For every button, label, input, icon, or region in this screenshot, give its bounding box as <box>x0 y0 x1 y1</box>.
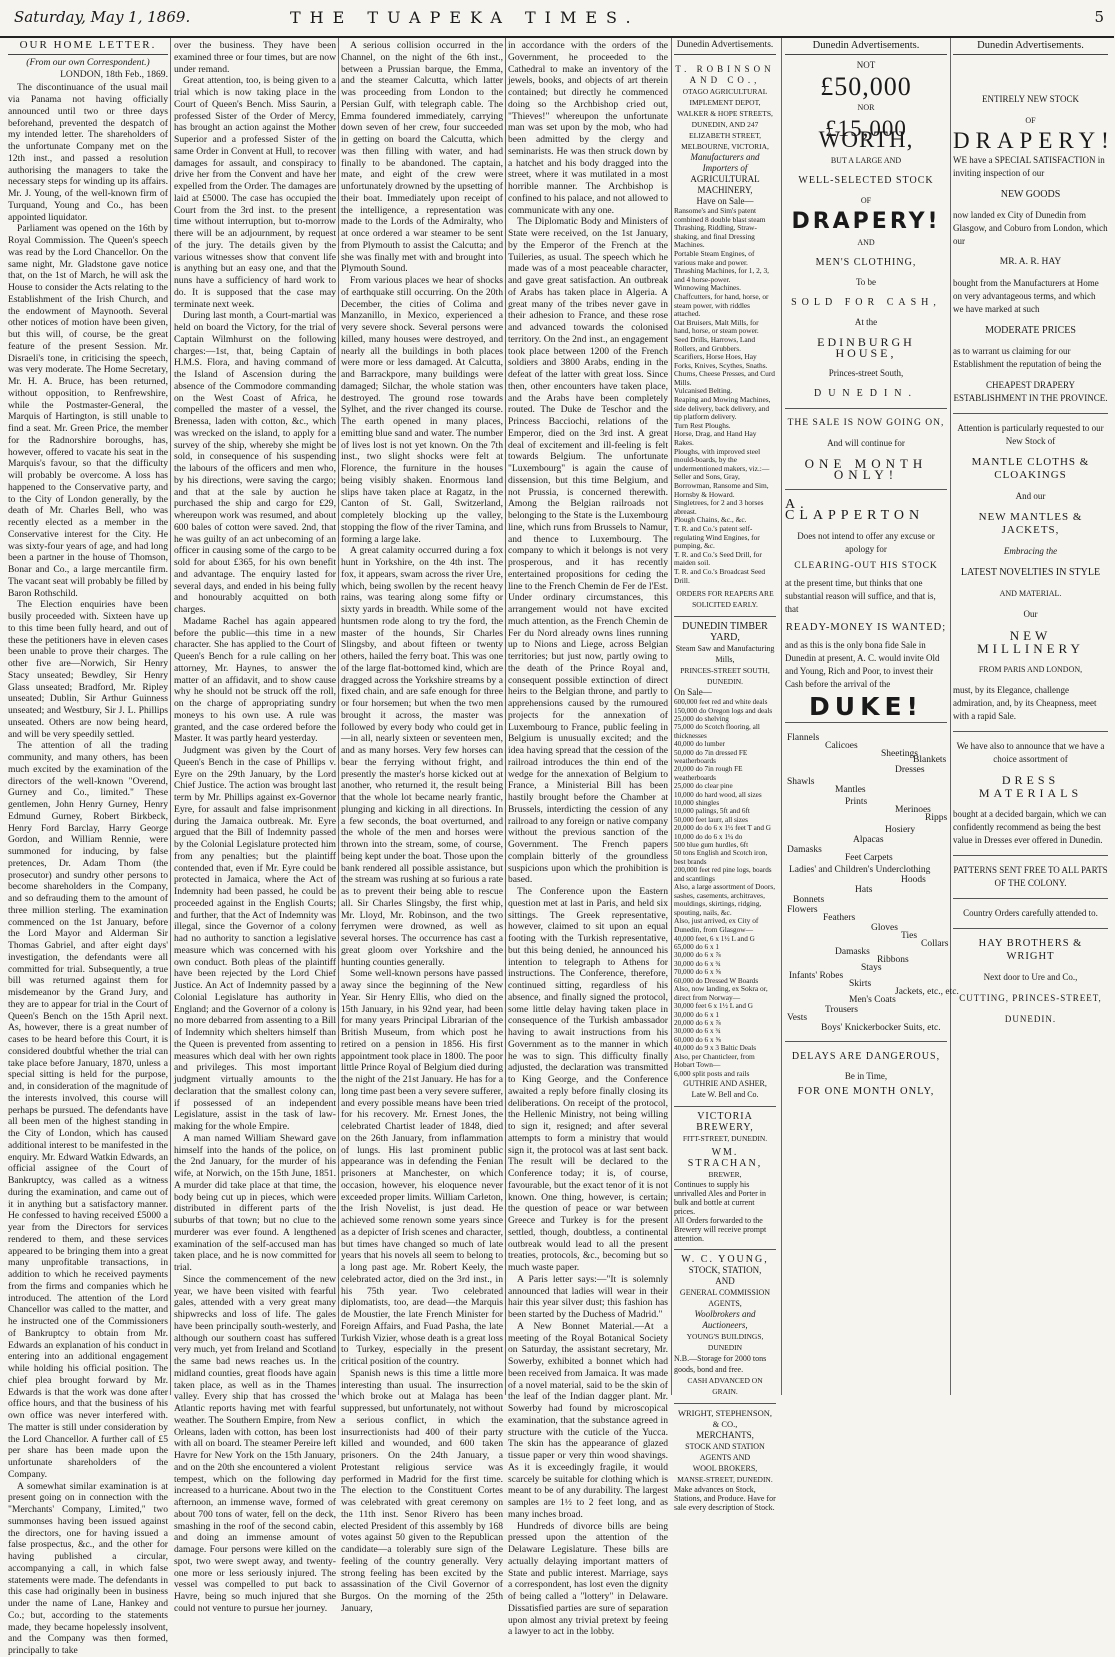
ad-address: Next door to Ure and Co., <box>983 972 1078 982</box>
ad-title: W. C. YOUNG, <box>681 1254 769 1266</box>
ad-column-2 <box>785 40 959 1395</box>
ad-list-item: Seed Drills, Harrows, Land Rollers, and Grubbers. <box>674 334 756 353</box>
ad-column-header: Dunedin Advertisements. <box>953 40 1108 55</box>
ad-text: THE SALE IS NOW GOING ON, <box>787 418 945 428</box>
ad-list-item: 30,000 do 6 x ¾ <box>674 959 721 968</box>
stock-item: Merinoes <box>895 805 931 815</box>
ad-column-1 <box>674 40 776 1513</box>
stock-item: Collars <box>921 939 949 949</box>
ad-text: ONE MONTH ONLY! <box>804 456 928 482</box>
ad-text: And will continue for <box>827 438 905 448</box>
ad-list-item: T. R. and Co.'s Seed Drill, for maiden soil. <box>674 549 762 568</box>
ad-list-item: 150,000 do Oregon logs and deals <box>674 706 773 715</box>
stock-item: Ribbons <box>877 955 909 965</box>
ad-list-item: 10,000 do do 6 x 1¼ do <box>674 832 743 841</box>
ad-list-item: 10,000 palings, 5ft and 6ft <box>674 807 750 816</box>
ad-list-item: 50,000 feet laurr, all sizes <box>674 815 748 824</box>
ad-store-name: EDINBURGH HOUSE, <box>817 335 915 360</box>
ad-list-item: 30,000 do 6 x ⅞ <box>674 951 721 960</box>
ad-list-item: 50 tons English and Scotch iron, best brands <box>674 849 768 866</box>
divider <box>953 731 1108 732</box>
ad-text: OF <box>1025 116 1036 125</box>
paragraph: Great attention, too, is being given to a trial which is now taking place in the Court of Queen's Bench. Miss Saurin, a professed Sister of the Order of Mercy, has brought an action against the Mother Superior and a professed Sister of the same Order in Convent at Hull, to recover damages for assault, and conspiracy to drive her from the Convent and have her expelled from the Order. The damages are laid at £5000. The case has occupied the Court from the 3rd inst. to the present time without interruption, but to-morrow there will be an adjournment, by request of the jury. The details given by the various witnesses show that convent life is anything but an easy one, and that the nuns have a sufficiency of hard work to do. It is supposed that the case may terminate next week. <box>174 75 336 310</box>
ad-text: OF <box>860 196 872 205</box>
divider <box>785 408 947 409</box>
ad-text: We have also to announce that we have a choice assortment of <box>956 741 1105 764</box>
ad-text: AGRICULTURAL MACHINERY, <box>690 174 760 195</box>
paragraph: Judgment was given by the Court of Queen's Bench in the case of Phillips v. Eyre on the 29th January, by the Lord Chief Justice. The action was brought last term by Mr. Phillips against ex-Governor Eyre, for assault and false imprisonment during the Jamaica outbreak. Mr. Eyre argued that the Bill of Indemnity passed by the Colonial Legislature protected him from any penalties; but the plaintiff contended that, even if Mr. Eyre could be protected in Jamaica, where the Act of Indemnity had been passed, he could be proceeded against in the English Courts; and further, that the Act of Indemnity was illegal, since the Governor of a colony had no authority to sanction a legislative measure which was concerned with his own conduct. Both pleas of the plaintiff have been rejected by the Lord Chief Justice. An Act of Indemnity passed by a Colonial Legislature has authority in England; and the Governor of a colony is no more debarred from assenting to a Bill of Indemnity which shelters himself than the Queen is prevented from assenting to measures which deal with her own rights and privileges. This most important judgment virtually amounts to the declaration that the smallest colony can, if possessed of an independent Legislature, assist in the task of law-making for the whole Empire. <box>174 745 336 1132</box>
ad-address: PRINCES-STREET SOUTH, DUNEDIN. <box>680 666 770 687</box>
ad-victoria-brewery <box>674 1107 776 1250</box>
paragraph: A man named William Sheward gave himself into the hands of the police, on the 2nd January, for the murder of his wife, at Norwich, on the 15th June, 1851. A murder did take place at that time, the body being cut up in pieces, which were distributed in different parts of the suburbs of that town; but no clue to the murderer was ever found. A lengthened examination of the self-accused man has taken place, and he is now committed for trial. <box>174 1132 336 1273</box>
paragraph: over the business. They have been examined three or four times, but are now under remand. <box>174 40 336 75</box>
ad-address: FITT-STREET, DUNEDIN. <box>682 1134 768 1144</box>
ad-list-item: Vulcanised Belting. <box>674 386 733 396</box>
stock-item: Ladies' and Children's Underclothing <box>789 865 931 875</box>
ad-list-item: 60,000 do Dressed W Boards <box>674 976 759 985</box>
ad-list-item: 200,000 feet red pine logs, boards and scantlings <box>674 866 772 883</box>
ad-text: AND MATERIAL. <box>999 589 1062 598</box>
ad-list-item: 500 blue gum hurdles, 6ft <box>674 841 749 850</box>
ad-firm: HAY BROTHERS & WRIGHT <box>978 938 1083 962</box>
paragraph: During last month, a Court-martial was held on board the Victory, for the trial of Captain Wilmhurst on the following charges:—1st, that, being Captain of H.M.S. Flora, and having command of the Island of Ascension during the absence of the Commodore commanding on the West Coast of Africa, he compelled the master of a vessel, the Brenessa, laden with cotton, &c., which was wrecked on the island, to apply for a survey of the ship, whereby she might be sold, in consequence of his suspending the labours of the officers and men who, by his directions, were saving the cargo; and that at the sale by auction he purchased the ship and cargo for £29, whereupon work was resumed, and about 600 bales of cotton were saved. 2nd, that he was guilty of an act unbecoming of an officer in causing some of the cargo to be sold for about £365, for his own benefit and advantage. The enquiry lasted for several days, and ended in his being fully and honourably acquitted on both charges. <box>174 310 336 615</box>
ad-list-item: 25,000 do clear pine <box>674 782 733 791</box>
stock-item: Vests <box>787 1013 808 1023</box>
stock-item: Gloves <box>871 923 898 933</box>
stock-item: Damasks <box>835 947 870 957</box>
ad-list-item: 40,000 feet, 6 x 1½ L and G <box>674 934 755 943</box>
divider <box>785 1041 947 1042</box>
ad-column-header: Dunedin Advertisements. <box>785 40 947 55</box>
byline: (From our own Correspondent.) <box>26 56 150 68</box>
ad-text: NEW MANTLES & JACKETS, <box>978 511 1083 536</box>
divider <box>785 489 947 490</box>
ad-text: LATEST NOVELTIES IN STYLE <box>960 567 1101 578</box>
paragraph: Spanish news is this time a little more interesting than usual. The insurrection which broke out at Malaga has been suppressed, but unfortunately, not without a serious conflict, in which the insurrectionists had 400 of their party killed and wounded, and 600 taken prisoners. On the 24th January, a Protestant religious service was performed in Madrid for the first time. The election to the Constituent Cortes was celebrated with great ceremony on the 11th inst. Senor Rivero has been elected President of this assembly by 168 votes against 50 given to the Republican candidate—a tolerably sure sign of the feeling of the country generally. Very strong feeling has been excited by the assassination of the Civil Governor of Burgos. On the morning of the 25th January, <box>341 1367 503 1614</box>
ad-text: Woolbrokers and Auctioneers, <box>694 1309 756 1331</box>
ad-text: SOLD FOR CASH, <box>791 297 941 308</box>
ad-list-item: Plough Chains, &c., &c. <box>674 515 747 525</box>
stock-item: Jackets, etc., etc. <box>895 987 959 997</box>
ad-text: DRESS MATERIALS <box>978 773 1083 800</box>
ad-list-item: 20,000 do do 6 x 1½ feet T and G <box>674 824 771 833</box>
ad-timber-yard <box>674 617 776 1107</box>
ad-text: ENTIRELY NEW STOCK <box>982 94 1079 104</box>
column-rule <box>950 38 951 1395</box>
ad-text: Also, a large assortment of Doors, sashes, casements, architraves, mouldings, skirtings, ridging, spouting, nails, &c. <box>674 882 776 917</box>
paragraph: The discontinuance of the usual mail via Panama not having officially announced until two or three days beforehand, prevented the despatch of my intended letter. The shareholders of the unfortunate Company met on the 12th inst., and passed a resolution authorising the managers to take the necessary steps for winding up its affairs. Mr. J. Young, of the well-known firm of Turquand, Young and Co., has been appointed liquidator. <box>8 82 168 223</box>
stock-item: Infants' Robes <box>789 971 844 981</box>
newspaper-title: THE TUAPEKA TIMES. <box>290 8 640 27</box>
ad-text: Attention is particularly requested to our New Stock of <box>957 423 1104 446</box>
column-rule <box>170 38 171 1395</box>
ad-text: NOT <box>856 60 876 70</box>
ad-text: On Sale— <box>674 687 712 698</box>
ad-text: Continues to supply his unrivalled Ales and Porter in bulk and bottle at current prices. <box>674 1180 766 1217</box>
ad-list-item: 50,000 do 7in dressed FE weatherboards <box>674 748 748 765</box>
ad-list-item: 30,000 feet 6 x 1½ L and G <box>674 1002 753 1011</box>
ad-text: Also, just arrived, ex City of Dunedin, from Glasgow— <box>674 916 759 935</box>
paragraph: Hundreds of divorce bills are being pressed upon the attention of the Delaware Legislature. These bills are actually delaying important matters of State and public interest. Marriage, says a correspondent, has lost even the dignity of being called a "lottery" in Delaware. Dissatisfied parties are sure of separation upon almost any trivial pretext by feeing a lawyer to act in the lobby. <box>508 1520 668 1638</box>
paragraph: in accordance with the orders of the Government, he proceeded to the Cathedral to make an inventory of the jewels, books, and objects of art therein contained; but directly he commenced doing so the Archbishop cried out, "Thieves!" whereupon the unfortunate man was set upon by the mob, who had been admitted by the clergy and seminarists. He was then struck down by a hatchet and his body dragged into the street, where it was mutilated in a most horrible manner. The Archbishop is confined to his palace, and not allowed to communicate with any one. <box>508 40 668 216</box>
ad-text: CHEAPEST DRAPERY ESTABLISHMENT IN THE PROVINCE. <box>953 380 1108 403</box>
ad-column-header: Dunedin Advertisements. <box>674 40 776 55</box>
ad-list-item: 600,000 feet red and white deals <box>674 698 768 707</box>
issue-date: Saturday, May 1, 1869. <box>14 8 191 26</box>
ad-item-list <box>674 1002 776 1052</box>
ad-list-item: 20,000 do 6 x ⅞ <box>674 1019 721 1028</box>
ad-address: YOUNG'S BUILDINGS, DUNEDIN <box>686 1332 764 1353</box>
ad-firm: GUTHRIE AND ASHER, <box>683 1079 767 1089</box>
ad-text: Does not intend to offer any excuse or apology for <box>797 531 935 554</box>
ad-list-item: Portable Steam Engines, of various make and power. <box>674 248 755 267</box>
ad-text: And our <box>1015 491 1046 501</box>
stock-item: Flannels <box>787 733 820 743</box>
paragraph: A New Bonnet Material.—At a meeting of the Royal Botanical Society on Saturday, the assistant secretary, Mr. Sowerby, exhibited a bonnet which had been received from Jamaica. It was made of a novel material, said to be the skin of the leaf of the Indian dagger plant. Mr. Sowerby had found by microscopical examination, that the substance agreed in structure with the cuticle of the Yucca. The skin has the appearance of glazed tissue paper or very thin wood shavings. As it is exceedingly fragile, it would scarcely be suitable for clothing which is meant to be of any durability. The largest samples are 1½ to 2 feet long, and as many inches broad. <box>508 1320 668 1520</box>
ad-text: MR. A. R. HAY <box>999 257 1062 267</box>
paragraph: A great calamity occurred during a fox hunt in Yorkshire, on the 4th inst. The fox, it appears, swam across the river Ure, which, being swollen by the recent heavy rains, was tearing along some fifty or sixty yards in breadth. While some of the huntsmen rode along to try the ford, the master of the hounds, Sir Charles Slingsby, and about fifteen or twenty others, hailed the ferry boat. This was one of the large flat-bottomed kind, which are dragged across the Yorkshire streams by a fixed chain, and are safe enough for three or four horsemen; but when the two men brought it across, the master was followed by every body who could get in—in all, nearly sixteen or seventeen men, and as many horses. Very few horses can bear the ferrying without fright, and presently the master's horse kicked out at another, who returned it, the result being that the whole lot became nearly frantic, plunging and kicking in all directions. In a few seconds, the boat overturned, and the whole of the men and horses were thrown into the stream, some, of course, being kept under the boat. Those upon the bank rendered all possible assistance, but the stream was rushing at so furious a rate as to prevent their being able to rescue all. Sir Charles Slingsby, the first whip, Mr. Lloyd, Mr. Robinson, and the two ferrymen were drowned, as well as several horses. The occurrence has cast a great gloom over Yorkshire and the hunting counties generally. <box>341 545 503 968</box>
article-heading: OUR HOME LETTER. <box>8 40 168 55</box>
stock-item: Skirts <box>849 979 872 989</box>
paragraph: The Diplomatic Body and Ministers of State were received, on the 1st January, by the Emperor of the French at the Tuileries, as usual. The speech which he made was of a most peaceable character, and gave great satisfaction. An outbreak of Arabs has taken place in Algeria. A great many of the tribes never gave in their adhesion to France, and these rose and advanced towards the colonised territory. On the 2nd inst., an engagement took place between 1200 of the French soldiers and 3800 Arabs, ending in the defeat of the latter with great loss. Since then, other encounters have taken place, and the Arabs have been completely routed. The Duke de Teschor and the Princess Bacciochi, relations of the Emperor, died on the 3rd inst. A great deal of excitement and ill-feeling is felt towards Belgium. The unfortunate "Luxembourg" is again the cause of dissension, but this time Belgium, and not Prussia, is concerned therewith. Among the Belgian railroads not belonging to the State is the Luxembourg line, which runs from Brussels to Namur, and thence to Luxembourg. The company to which it belongs is not very prosperous, and it has recently entertained propositions for ceding the line to the French Chemin de Fer de l'Est. Under ordinary circumstances, this arrangement would not have excited much attention, as the French Chemin de Fer du Nord already owns lines running up to Nions and Liege, across Belgian territories; but just now, partly owing to the death of the Prince Royal and, consequent possible extinction of direct heirs to the Belgian throne, and partly to apprehensions caused by the rumoured projects for the annexation of Luxembourg to France, public feeling in Belgium is unusually excited; and the idea having spread that the cession of the railroad introduces the thin end of the wedge for the annexation of Belgium to France, a Ministerial Bill has been hastily brought before the Chamber at Brussels, interdicting the cession of any railroad to any foreign or native company without the previous sanction of the Government. The French papers complain bitterly of the groundless suspicions upon which the prohibition is based. <box>508 216 668 886</box>
ad-text: N.B.—Storage for 2000 tons goods, bond and free. <box>674 1354 767 1375</box>
ad-text: BUT A LARGE AND <box>830 156 902 165</box>
ad-text: AND <box>857 238 875 247</box>
ad-address: WALKER & HOPE STREETS, DUNEDIN, AND 247 ELIZABETH STREET, <box>677 109 773 140</box>
stock-item: Bonnets <box>793 895 825 905</box>
stock-item: Blankets <box>913 755 947 765</box>
ad-list-item: 10,000 do hard wood, all sizes <box>674 790 762 799</box>
news-column-1 <box>8 39 168 1656</box>
ad-list-item: 40,000 do lumber <box>674 740 725 749</box>
drapery-headline: DRAPERY! <box>791 209 941 234</box>
paragraph: The attention of all the trading community, and many others, has been much excited by the examination of the directors of the well-known "Overend, Gurney and Co., limited." These gentlemen, John Henry Gurney, Henry Edmund Gurney, Robert Birkbeck, Henry Ford Barclay, Harry George Gordon, and William Rennie, were summoned for inducing, by false pretences, Dr. Adam Thom (the prosecutor) and sundry other persons to become shareholders in the Company, and so defrauding them to the amount of three million sterling. The examination commenced on the 1st January, before the Lord Mayor and Alderman Sir Thomas Gabriel, and after eight days' investigation, the defendants were all committed for trial. Subsequently, a true bill was returned against them for misdemeanor by the Grand Jury, and they are to appear for trial in the Court of Queen's Bench on the 15th April next. As, however, there is a great number of cases to be heard before this Court, it is considered doubtful whether the trial can take place before January, 1870, unless a special sitting is held for the purpose, and, in consideration of the magnitude of the interests involved, this course will perhaps be pursued. The defendants have all been men of the highest standing in the City of London, which has caused additional interest to be manifested in the enquiry. Mr. Edward Watkin Edwards, an official assignee of the Court of Bankruptcy, was called as a witness during the examination, and came out of it in anything but a satisfactory manner. He confessed to having received £5000 a year from the Directors for services rendered to them, and these services appeared to be bringing them into a great many unprofitable transactions, in addition to which he received payments from the firms and companies which he introduced. The attention of the Lord Chancellor was called to the matter, and he instructed one of the Commissioners of Bankruptcy to obtain from Mr. Edwards an explanation of his conduct in entering into an additional engagement while holding his official position. The chief plea brought forward by Mr. Edwards is that the work was done after office hours, and that the business of his own office was never interfered with. The matter is still under consideration by the Lord Chancellor. A further call of £5 per share has been made upon the unfortunate shareholders of the Company. <box>8 740 168 1480</box>
stock-item: Feathers <box>823 913 856 923</box>
ad-text: PATTERNS SENT FREE TO ALL PARTS OF THE COLONY. <box>953 865 1108 888</box>
stock-item: Men's Coats <box>849 995 896 1005</box>
ad-text: NEW GOODS <box>1000 189 1061 200</box>
ad-list-item: Winnowing Machines. <box>674 283 742 293</box>
stock-item: Feet Carpets <box>845 853 893 863</box>
paragraph: The Election enquiries have been busily proceeded with. Sixteen have up to this time been fully heard, and out of these the petitioners have in eleven cases been unable to prove their charges. The other five are—Norwich, Sir Henry Stacy unseated; Bewdley, Sir Henry Glass unseated; Bradford, Mr. Ripley unseated; Dublin, Sir Arthur Guinness unseated; and Westbury, Sir J. L. Phillips unseated. Others are now being heard, and will be very speedily settled. <box>8 599 168 740</box>
news-column-4 <box>508 40 668 1638</box>
column-rule <box>781 38 782 1395</box>
masthead <box>0 0 1114 38</box>
ad-list-item: 10,000 shingles <box>674 799 720 807</box>
paragraph: A Paris letter says:—"It is solemnly announced that ladies will wear in their hair this year silver dust; this fashion has been started by the Duchess of Madrid." <box>508 1273 668 1320</box>
ad-list-item: Turn Rest Ploughs. <box>674 420 731 430</box>
ad-text: GENERAL COMMISSION AGENTS, <box>679 1288 771 1309</box>
stock-item: Flowers <box>787 905 818 915</box>
ad-amount: £15,000 WORTH, <box>818 116 914 152</box>
stock-item: Ripps <box>925 813 948 823</box>
column-rule <box>671 38 672 1395</box>
divider <box>953 855 1108 856</box>
ad-text: STOCK, STATION, <box>688 1265 762 1276</box>
stock-item: Dresses <box>895 765 925 775</box>
ad-text: Make advances on Stock, Stations, and Produce. Have for sale every description of Stock. <box>674 1485 776 1513</box>
ad-column-3 <box>953 40 1115 1395</box>
news-column-3 <box>341 40 504 1614</box>
stock-item: Boys' Knickerbocker Suits, etc. <box>821 1023 941 1033</box>
ad-item-list <box>674 698 776 883</box>
stock-item: Alpacas <box>853 835 884 845</box>
ad-text: NOR <box>857 103 875 112</box>
ad-title: T. ROBINSON AND CO., <box>675 64 775 85</box>
ad-wright-stephenson <box>674 1404 776 1518</box>
column-rule <box>505 38 506 1395</box>
divider <box>953 898 1108 899</box>
ad-list-item: Reaping and Mowing Machines, side delivery, back delivery, and tip platform delivery. <box>674 395 771 422</box>
ad-text: Country Orders carefully attended to. <box>963 908 1098 918</box>
ad-list-item: Singletrees, for 2 and 3 horses abreast. <box>674 498 764 516</box>
ad-amount: £50,000 <box>820 72 912 101</box>
ad-list-item: 20,000 do 7in rough FE weatherboards <box>674 765 743 782</box>
ad-item-list <box>674 207 776 585</box>
ad-text: Our <box>1023 609 1038 619</box>
ad-item-list <box>674 935 776 985</box>
stock-item: Stays <box>861 963 882 973</box>
ad-text: READY-MONEY IS WANTED; <box>785 622 947 633</box>
stock-item: Ties <box>901 931 918 941</box>
ad-list-item: Churns, Cheese Presses, and Curd Mills. <box>674 369 775 387</box>
ad-text: Be in Time, <box>844 1071 888 1081</box>
drapery-headline: DRAPERY! <box>953 128 1115 153</box>
ad-title: WRIGHT, STEPHENSON, & CO., <box>677 1408 773 1430</box>
ad-address: MANSE-STREET, DUNEDIN. <box>677 1475 773 1485</box>
stock-word-list <box>785 729 959 1035</box>
dateline: LONDON, 18th Feb., 1869. <box>60 68 168 80</box>
ad-list-item: Horse, Drag, and Hand Hay Rakes. <box>674 429 757 448</box>
stock-item: Calicoes <box>825 741 858 751</box>
paragraph: Some well-known persons have passed away since the beginning of the New Year. Sir Henry Ellis, who died on the 15th January, in his 92nd year, had been for many years Principal Librarian of the British Museum, from which post he retired on a pension in 1856. His first appointment took place in 1800. The poor little Prince Royal of Belgium died during the night of the 21st January. He has for a long time past been a very severe sufferer, and every possible means have been tried for his recovery. Mr. Ernest Jones, the celebrated Chartist leader of 1848, died on the 26th January, from inflammation of lungs. His last prominent public appearance was in defending the Fenian prisoners at Manchester, on which occasion, however, his eloquence never exceeded proper limits. William Carleton, the Irish Novelist, is just dead. He achieved some renown some years since as a depicter of Irish scenes and character, but times have changed so much of late years that his novels all seem to belong to a long past age. Mr. Robert Keely, the celebrated actor, died on the 3rd inst., in his 75th year. Two celebrated diplomatists, too, are dead—the Marquis de Moustier, the late French Minister for Foreign Affairs, and Fuad Pasha, the late Turkish Vizier, whose death is a great loss to Turkey, especially in the present critical position of the country. <box>341 968 504 1367</box>
ad-text: now landed ex City of Dunedin from Glasgow, and Coburo from London, which our <box>953 210 1108 246</box>
ad-wc-young <box>674 1250 776 1404</box>
ad-address: Princes-street South, <box>828 368 904 378</box>
paragraph: Parliament was opened on the 16th by Royal Commission. The Queen's speech was read by the Lord Chancellor. On the same night, Mr. Gladstone gave notice that, on the 1st of March, he will ask the House to consider the Acts relating to the Establishment of the Irish Church, and the endowment of Maynooth. Several other notices of motion have been given, but this will, of course, be the great feature of the present Session. Mr. Disraeli's tone, in criticising the speech, was very moderate. The Home Secretary, Mr. H. A. Bruce, has been returned, without opposition, to Renfrewshire, while the Postmaster-General, the Marquis of Hartington, is still unable to find a seat. Mr. Green Price, the member for the Radnorshire boroughs, has, however, offered to vacate his seat in the Marquis's favour, so that the difficulty will probably be overcome. A loss has happened to the Conservative party, and to the City of London generally, by the death of Mr. Charles Bell, who was recently elected as a member in the Conservative interest for the City. He was sixty-four years of age, and had long been a partner in the house of Thomson, Bonar and Co., a large mercantile firm. The vacant seat will probably be filled by Baron Rothschild. <box>8 223 168 599</box>
ad-text: BREWER, <box>708 1170 742 1180</box>
stock-item: Hats <box>855 885 873 895</box>
ad-city: DUNEDIN. <box>1004 1014 1057 1024</box>
ad-text: All Orders forwarded to the Brewery will receive prompt attention. <box>674 1216 767 1244</box>
news-column-2 <box>174 40 336 1614</box>
paragraph: Madame Rachel has again appeared before the public—this time in a new character. She has applied to the Court of Queen's Bench for a rule calling on her attorney, Mr. Haynes, to answer the matter of an affidavit, and to show cause why he should not be struck off the roll, on the charge of appropriating sundry moneys to his own use. A rule was granted, and the case ordered before the Master. It was partly heard yesterday. <box>174 615 336 745</box>
ad-city: MELBOURNE, VICTORIA, <box>681 142 769 151</box>
ad-list-item: T. R. and Co.'s Broadcast Seed Drill. <box>674 566 766 585</box>
ad-title: VICTORIA BREWERY, <box>696 1111 754 1134</box>
page-number: 5 <box>1094 8 1104 26</box>
ad-text: MEN'S CLOTHING, <box>815 257 917 268</box>
paragraph: A somewhat similar examination is at present going on in connection with the "Merchants' Company, Limited," two summonses having been issued against the directors, one for having issued a false prospectus, &c., and the other for having published a circular, accompanying a call, in which false statements were made. The defendants in this case had originally been in business under the name of Lane, Hankey and Co.; but, according to the statements made, they became hopelessly insolvent, and the Company was then formed, principally to take <box>8 1480 168 1656</box>
ad-text: and as this is the only bona fide Sale in Dunedin at present, A. C. would invite Old and Young, Rich and Poor, to invest their Cash before the arrival of the <box>785 640 940 689</box>
ad-text: WE have a SPECIAL SATISFACTION in inviting inspection of our <box>953 155 1105 178</box>
stock-item: Mantles <box>835 785 866 795</box>
ad-text: at the present time, but thinks that one substantial reason will suffice, and that is, that <box>785 578 936 614</box>
stock-item: Hoods <box>901 875 926 885</box>
ad-list-item: Ransome's and Sim's patent combined 8 double blast steam Thrashing, Riddling, Straw-shaking, and final Dressing Machines. <box>674 206 766 250</box>
ad-text: as to warrant us claiming for our Establishment the reputation of being the <box>953 346 1102 369</box>
ad-firm: A. CLAPPERTON <box>785 497 925 523</box>
ad-text: FOR ONE MONTH ONLY, <box>797 1086 935 1097</box>
ad-text: WOOL BROKERS, <box>692 1464 758 1474</box>
paragraph: Since the commencement of the new year, we have been visited with fearful gales, attended with a very great many shipwrecks and loss of life. The gales have been principally south-westerly, and although our southern coast has suffered very much, yet from Ireland and Scotland the same bad news reaches us. In the midland counties, great floods have again taken place, as well as in the Thames valley. Every ship that has crossed the Atlantic reports having met with fearful weather. The Southern Empire, from New Orleans, laden with cotton, has been lost with all on board. The steamer Pereire left Havre for New York on the 15th January, and on the 20th she encountered a violent tempest, which on the following day increased to a hurricane. About two in the afternoon, an immense wave, formed of about 700 tons of water, fell on the deck, smashing in the roof of the second cabin, and doing an immense amount of damage. Four persons were killed on the spot, two were swept away, and twenty-one more or less seriously injured. The vessel was compelled to put back to Havre, being so much injured that she could not venture to pursue her journey. <box>174 1273 336 1614</box>
ad-list-item: 75,000 do Scotch flooring, all thicknesses <box>674 723 760 740</box>
ad-text: Also, per Chanticleer, from Hobart Town— <box>674 1051 755 1070</box>
paragraph: The Conference upon the Eastern question met at last in Paris, and held six sittings. The Greek representative, however, claimed to sit upon an equal footing with the Turkish representative, but this being denied, he announced his intention to telegraph to Athens for instructions. The Conference, therefore, continued sitting, regardless of his absence, and finally signed the protocol, some little delay having taken place in consequence of the Turkish ambassador having to await instructions from his Government as to the manner in which he was to sign. This difficulty finally adjusted, the declaration was transmitted to King George, and the Conference awaited a reply before finally closing its deliberations. On receipt of the protocol, the Hellenic Ministry, not being willing to sign it, resigned; and after several attempts to form a ministry that would sign it, the protocol was at last sent back. The result will be declared to the Conference today; it is, of course, favourable, but the exact tenor of it is not known. One thing, however, is certain; the question of peace or war between Greece and Turkey is for the present settled, though, doubtless, a continental outbreak would lead to all the present treaties, protocols, &c., becoming but so much waste paper. <box>508 886 668 1273</box>
ad-list-item: 30,000 do 6 x ¾ <box>674 1027 721 1036</box>
ad-text: must, by its Elegance, challenge admiration, and, by its Cheapness, meet with a rapid Sale. <box>953 685 1097 721</box>
ad-subtitle: Steam Saw and Manufacturing Mills, <box>675 644 775 665</box>
ad-list-item: 60,000 do 6 x ⅝ <box>674 1035 721 1044</box>
paragraph: From various places we hear of shocks of earthquake still occurring. On the 20th December, the cities of Colima and Manzanillo, in Mexico, experienced a very severe shock. Several persons were killed, many houses were destroyed, and nearly all the buildings in both places were more or less damaged. At Calcutta, and Barrackpore, many buildings were damaged; Silchar, the whole station was destroyed. The ground rose towards Sylhet, and the river changed its course. The earth opened in many places, emitting blue sand and water. The number of lives lost is not yet known. On the 7th inst., two slight shocks were felt at Florence, the furniture in the houses being visibly shaken. Enormous land slips have taken place at Ragatz, in the Canton of St. Gall, Switzerland, completely blocking up the valley, stopping the flow of the river Tamina, and forming a large lake. <box>341 275 503 545</box>
ad-list-item: Oat Bruisers, Malt Mills, for hand, horse, or steam power. <box>674 317 759 336</box>
ad-list-item: Ploughs, with improved steel mould-boards, by the undermentioned makers, viz.:—Seller and Sons, Gray, Borrowman, Ransome and Sim, Hornsby & Howard. <box>674 446 770 499</box>
ad-subtitle: OTAGO AGRICULTURAL IMPLEMENT DEPOT, <box>682 87 768 107</box>
ad-text: CLEARING-OUT HIS STOCK <box>794 561 938 571</box>
ad-firm: WM. STRACHAN, <box>687 1147 763 1170</box>
ad-text: FROM PARIS AND LONDON, <box>978 665 1083 674</box>
ad-text: Have on Sale— <box>696 196 754 206</box>
stock-item: Hosiery <box>885 825 916 835</box>
ad-list-item: 65,000 do 6 x 1 <box>674 943 719 952</box>
stock-item: Shawls <box>787 777 815 787</box>
duke-headline: DUKE! <box>809 692 923 721</box>
stock-item: Damasks <box>787 845 822 855</box>
ad-list-item: Thrashing Machines, for 1, 2, 3, and 4 horse-power. <box>674 266 770 284</box>
ad-text: AND <box>715 1276 735 1287</box>
ad-text: DELAYS ARE DANGEROUS, <box>791 1051 941 1062</box>
ad-text: NEW MILLINERY <box>977 628 1084 656</box>
ad-list-item: Scarifiers, Horse Hoes, Hay Forks, Knives, Scythes, Snaths. <box>674 352 768 370</box>
ad-text: bought at a decided bargain, which we can confidently recommend as being the best value in Dresses ever offered in Dunedin. <box>953 809 1107 845</box>
ad-text: To be <box>855 277 877 287</box>
ad-list-item: 25,000 do shelving <box>674 714 729 723</box>
ad-text: ORDERS FOR REAPERS ARE SOLICITED EARLY. <box>676 589 774 610</box>
ad-list-item: T. R. and Co.'s patent self-regulating Wind Engines, for pumping, &c. <box>674 523 760 551</box>
divider <box>953 928 1108 929</box>
ad-list-item: 30,000 do 6 x 1 <box>674 1010 719 1019</box>
ad-text: Manufacturers and Importers of <box>690 152 760 173</box>
divider <box>785 722 947 723</box>
ad-text: Also, now landing, ex Sokra or, direct from Norway— <box>674 984 768 1002</box>
ad-address: CUTTING, PRINCES-STREET, <box>959 993 1102 1003</box>
ad-list-item: 40,000 do 9 x 3 Baltic Deals <box>674 1044 757 1053</box>
stock-item: Trousers <box>825 1005 858 1015</box>
ad-title: DUNEDIN TIMBER YARD, <box>682 621 768 644</box>
ad-list-item: 70,000 do 6 x ⅝ <box>674 968 721 977</box>
stock-item: Sheetings <box>881 749 918 759</box>
ad-text: Embracing the <box>1003 546 1058 556</box>
ad-text: WELL-SELECTED STOCK <box>798 175 934 186</box>
ad-text: STOCK AND STATION AGENTS AND <box>685 1442 765 1463</box>
ad-text: At the <box>854 317 878 327</box>
ad-text: MERCHANTS, <box>696 1430 754 1441</box>
stock-item: Prints <box>845 797 868 807</box>
ad-robinson <box>674 60 776 617</box>
divider <box>953 413 1108 414</box>
ad-text: CASH ADVANCED ON GRAIN. <box>687 1376 763 1397</box>
ad-text: bought from the Manufacturers at Home on very advantageous terms, and which we have marked at such <box>953 278 1099 314</box>
ad-list-item: Chaffcutters, for hand, horse, or steam power, with riddles attached. <box>674 291 769 319</box>
ad-text: 6,000 split posts and rails <box>674 1068 750 1078</box>
paragraph: A serious collision occurred in the Channel, on the night of the 6th inst., between a Prussian barque, the Emma, and the steamer Calcutta, which latter was proceeding from London to the Persian Gulf, with telegraph cable. The Emma foundered immediately, carrying down seven of her crew, four succeeded in getting on board the Calcutta, which was then filling with water, and had finally to be abandoned. The captain, mate, and eight of the crew were unfortunately drowned by the upsetting of their boat. Immediately upon receipt of the intelligence, a representation was made to the Lords of the Admiralty, who at once ordered a war steamer to be sent from Plymouth to assist the Calcutta; and she was finally met with and brought into Plymouth Sound. <box>341 40 503 275</box>
ad-text: MODERATE PRICES <box>985 325 1076 336</box>
ad-city: DUNEDIN. <box>813 388 919 399</box>
ad-text: Late W. Bell and Co. <box>691 1090 759 1100</box>
ad-text: MANTLE CLOTHS & CLOAKINGS <box>971 456 1090 481</box>
column-rule <box>338 38 339 1395</box>
